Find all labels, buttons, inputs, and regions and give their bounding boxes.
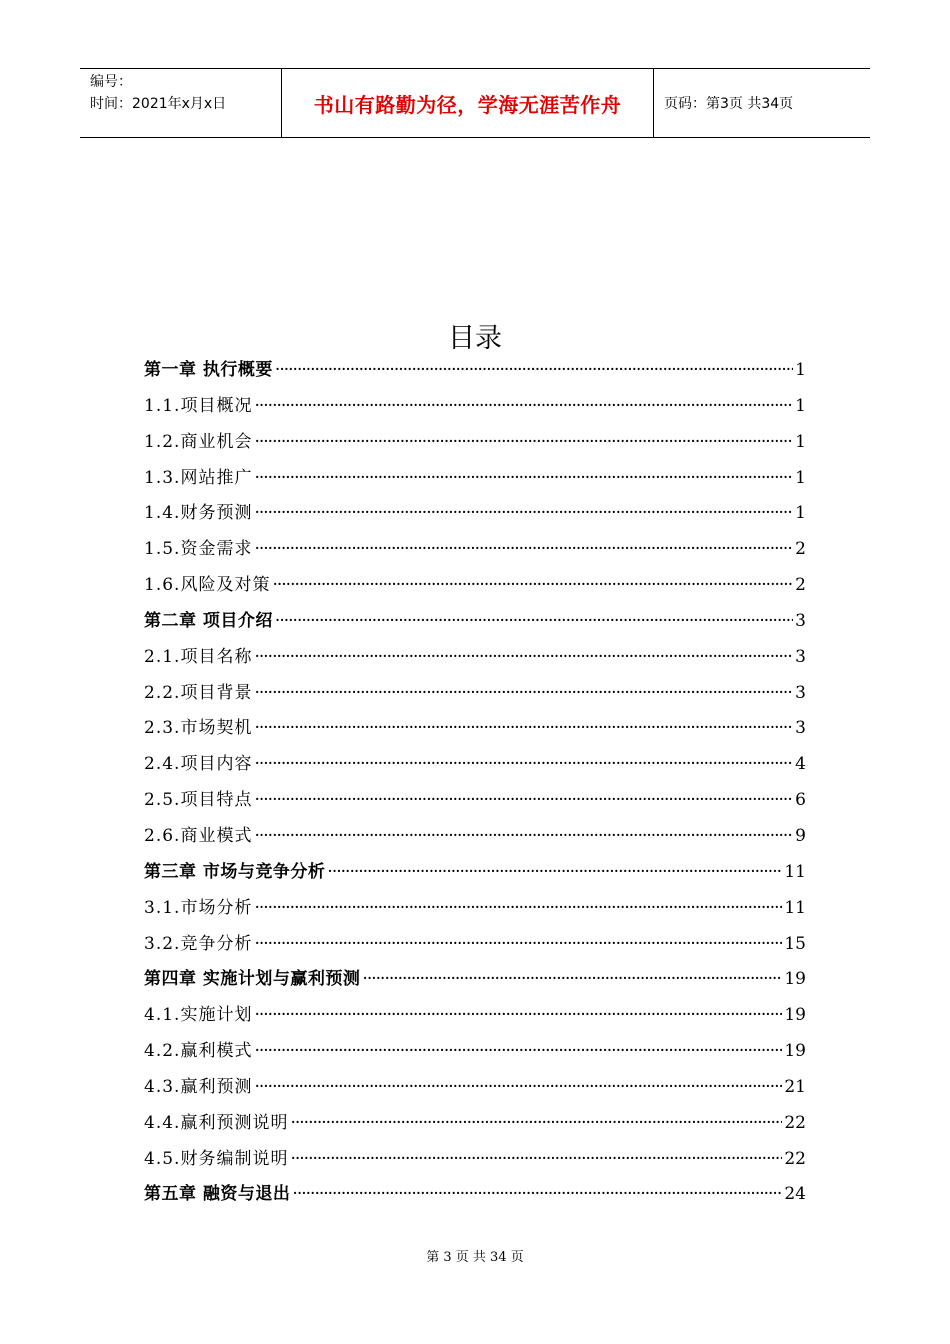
toc-section-entry[interactable]	[144, 819, 806, 855]
toc-entry-page: 1	[795, 467, 806, 488]
toc-title: 目录	[448, 323, 502, 354]
toc-entry-label: 第一章 执行概要	[144, 360, 273, 380]
toc-section-entry[interactable]	[144, 711, 806, 747]
toc-entry-page: 22	[784, 1148, 806, 1169]
toc-section-entry[interactable]	[144, 568, 806, 604]
toc-dot-leader	[275, 604, 793, 640]
toc-dot-leader	[254, 783, 793, 819]
toc-section-entry[interactable]	[144, 747, 806, 783]
table-of-contents	[144, 353, 806, 1213]
toc-entry-label: 第二章 项目介绍	[144, 610, 273, 631]
header-page-info: 页码：第3页 共34页	[664, 96, 794, 112]
toc-dot-leader	[254, 998, 782, 1034]
toc-dot-leader	[275, 353, 793, 389]
toc-dot-leader	[254, 1070, 782, 1106]
toc-section-entry[interactable]	[144, 425, 806, 461]
toc-entry-page: 19	[784, 1005, 806, 1026]
toc-dot-leader	[272, 568, 793, 604]
toc-entry-label: 2.5.项目特点	[144, 790, 253, 811]
toc-dot-leader	[254, 676, 793, 712]
header-motto: 书山有路勤为径，学海无涯苦作舟	[281, 69, 654, 137]
toc-section-entry[interactable]	[144, 640, 806, 676]
toc-entry-label: 3.2.竞争分析	[144, 933, 253, 954]
toc-entry-page: 2	[795, 539, 806, 560]
toc-dot-leader	[254, 819, 793, 855]
toc-entry-page: 3	[795, 610, 806, 631]
toc-section-entry[interactable]	[144, 676, 806, 712]
toc-entry-page: 21	[784, 1076, 806, 1097]
toc-entry-label: 2.2.项目背景	[144, 682, 253, 703]
toc-entry-label: 1.2.商业机会	[144, 431, 253, 452]
toc-entry-page: 19	[784, 1041, 806, 1062]
toc-entry-page: 2	[795, 575, 806, 596]
toc-entry-label: 2.4.项目内容	[144, 754, 253, 775]
toc-entry-label: 4.3.赢利预测	[144, 1076, 253, 1097]
toc-dot-leader	[254, 532, 793, 568]
toc-entry-label: 4.4.赢利预测说明	[144, 1112, 289, 1133]
toc-entry-label: 第三章 市场与竞争分析	[144, 861, 326, 882]
header-meta	[80, 69, 281, 137]
toc-section-entry[interactable]	[144, 998, 806, 1034]
toc-entry-label: 2.6.商业模式	[144, 825, 253, 846]
toc-section-entry[interactable]	[144, 891, 806, 927]
toc-dot-leader	[254, 461, 793, 497]
toc-dot-leader	[254, 1034, 782, 1070]
toc-entry-page: 19	[784, 969, 806, 990]
toc-dot-leader	[254, 747, 793, 783]
toc-dot-leader	[254, 496, 793, 532]
time-label: 时间：2021年x月x日	[90, 96, 227, 112]
toc-entry-page: 1	[795, 431, 806, 452]
page-footer: 第 3 页 共 34 页	[426, 1250, 524, 1265]
serial-label: 编号：	[90, 74, 132, 90]
toc-entry-label: 1.3.网站推广	[144, 467, 253, 488]
toc-section-entry[interactable]	[144, 532, 806, 568]
toc-entry-page: 15	[784, 933, 806, 954]
toc-section-entry[interactable]	[144, 1142, 806, 1178]
toc-entry-page: 1	[795, 503, 806, 524]
toc-entry-page: 11	[784, 861, 806, 882]
toc-chapter-entry[interactable]	[144, 353, 806, 389]
toc-dot-leader	[290, 1142, 782, 1178]
toc-dot-leader	[254, 425, 793, 461]
toc-section-entry[interactable]	[144, 389, 806, 425]
toc-chapter-entry[interactable]	[144, 962, 806, 998]
toc-entry-page: 24	[784, 1184, 806, 1205]
toc-entry-page: 4	[795, 754, 806, 775]
toc-section-entry[interactable]	[144, 496, 806, 532]
toc-dot-leader	[254, 389, 793, 425]
toc-dot-leader	[290, 1106, 782, 1142]
toc-entry-page: 1	[795, 395, 806, 416]
toc-dot-leader	[254, 891, 782, 927]
toc-section-entry[interactable]	[144, 1106, 806, 1142]
toc-entry-page: 9	[795, 825, 806, 846]
toc-entry-label: 4.5.财务编制说明	[144, 1148, 289, 1169]
toc-entry-label: 1.4.财务预测	[144, 503, 253, 524]
toc-entry-label: 2.3.市场契机	[144, 718, 253, 739]
toc-entry-label: 第四章 实施计划与赢利预测	[144, 969, 361, 990]
toc-chapter-entry[interactable]	[144, 855, 806, 891]
toc-entry-label: 4.1.实施计划	[144, 1005, 253, 1026]
toc-section-entry[interactable]	[144, 461, 806, 497]
toc-dot-leader	[327, 855, 782, 891]
toc-section-entry[interactable]	[144, 783, 806, 819]
toc-entry-label: 4.2.赢利模式	[144, 1041, 253, 1062]
toc-dot-leader	[292, 1177, 782, 1213]
toc-entry-label: 1.1.项目概况	[144, 395, 253, 416]
toc-section-entry[interactable]	[144, 1034, 806, 1070]
toc-entry-page: 3	[795, 718, 806, 739]
toc-dot-leader	[254, 711, 793, 747]
toc-chapter-entry[interactable]	[144, 1177, 806, 1213]
toc-entry-label: 2.1.项目名称	[144, 646, 253, 667]
toc-entry-page: 6	[795, 790, 806, 811]
toc-entry-page: 3	[795, 646, 806, 667]
toc-dot-leader	[254, 640, 793, 676]
toc-entry-page: 3	[795, 682, 806, 703]
toc-entry-page: 1	[795, 360, 806, 380]
toc-chapter-entry[interactable]	[144, 604, 806, 640]
toc-entry-page: 11	[784, 897, 806, 918]
page-header	[80, 68, 870, 138]
toc-entry-label: 1.6.风险及对策	[144, 575, 271, 596]
toc-entry-label: 1.5.资金需求	[144, 539, 253, 560]
toc-entry-label: 第五章 融资与退出	[144, 1184, 291, 1205]
toc-section-entry[interactable]	[144, 927, 806, 963]
toc-dot-leader	[362, 962, 782, 998]
toc-dot-leader	[254, 927, 782, 963]
toc-entry-page: 22	[784, 1112, 806, 1133]
toc-entry-label: 3.1.市场分析	[144, 897, 253, 918]
toc-section-entry[interactable]	[144, 1070, 806, 1106]
